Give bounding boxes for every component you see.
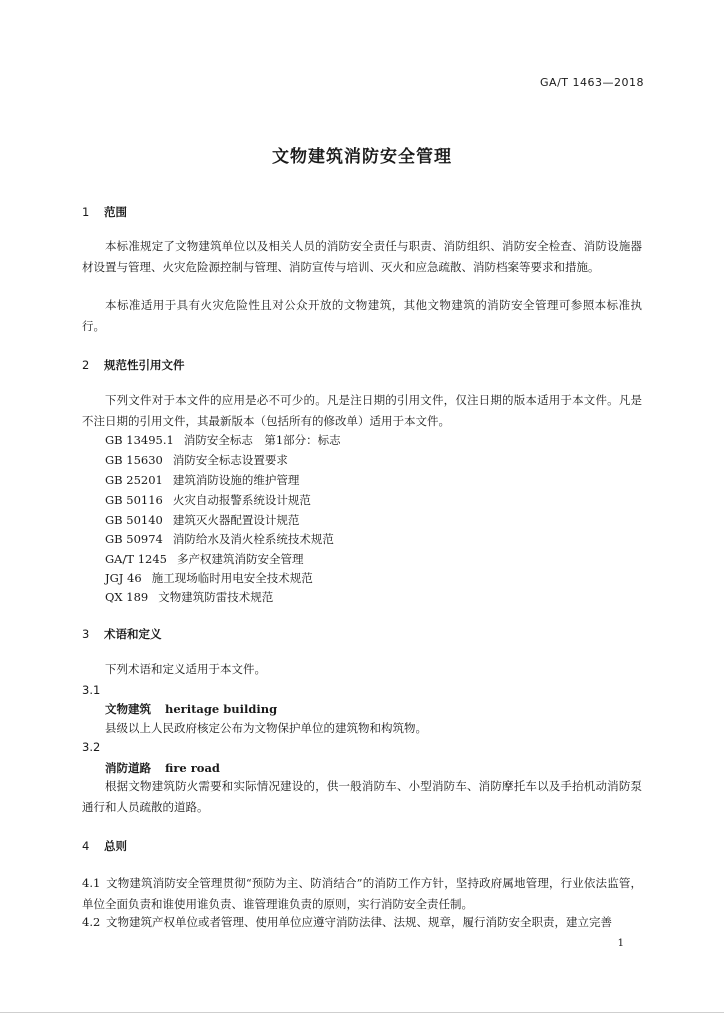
section-heading-3 [82,626,642,642]
section-number: 1 [82,205,90,219]
reference-code: GB 50974 [105,532,163,546]
page-title: 文物建筑消防安全管理 [272,147,452,167]
clause [82,873,642,914]
section-number: 4 [82,839,90,853]
section-title: 范围 [104,205,127,219]
reference-code: GB 25201 [105,473,163,487]
term-definition: 根据文物建筑防火需要和实际情况建设的，供一般消防车、小型消防车、消防摩托车以及手抬机动消防泵通行和人员疏散的道路。 [82,779,642,814]
paragraph: 下列文件对于本文件的应用是必不可少的。凡是注日期的引用文件，仅注日期的版本适用于本文件。凡是不注日期的引用文件，其最新版本（包括所有的修改单）适用于本文件。 [82,393,642,428]
paragraph: 本标准适用于具有火灾危险性且对公众开放的文物建筑，其他文物建筑的消防安全管理可参照本标准执行。 [82,298,642,333]
term-english: heritage building [165,702,278,716]
section-title: 规范性引用文件 [104,358,185,372]
reference-code: GB 50116 [105,493,163,507]
section-heading-4 [82,838,642,854]
reference-item [105,491,311,511]
paragraph: 下列术语和定义适用于本文件。 [105,662,266,676]
term-english: fire road [165,761,220,775]
reference-item [105,530,334,550]
reference-item [105,588,273,608]
term-number: 3.1 [82,683,101,697]
section-title: 总则 [104,839,127,853]
reference-name: 文物建筑防雷技术规范 [158,590,274,604]
reference-name: 消防给水及消火栓系统技术规范 [172,532,334,546]
reference-code: GB 50140 [105,513,163,527]
reference-name: 消防安全标志设置要求 [172,453,288,467]
reference-name: 施工现场临时用电安全技术规范 [151,571,313,585]
clause-text: 文物建筑产权单位或者管理、使用单位应遵守消防法律、法规、规章，履行消防安全职责，建立完善 [106,915,612,929]
clause-number: 4.1 [82,876,101,890]
reference-code: QX 189 [105,590,149,604]
reference-name: 建筑灭火器配置设计规范 [172,513,300,527]
reference-item [105,550,303,570]
reference-name: 多产权建筑消防安全管理 [176,552,304,566]
reference-code: GB 15630 [105,453,163,467]
clause [82,912,642,932]
reference-code: JGJ 46 [105,571,142,585]
standard-code: GA/T 1463—2018 [540,76,644,89]
term-chinese: 消防道路 [105,761,151,775]
page-number: 1 [617,938,624,949]
reference-item [105,569,313,589]
reference-name: 消防安全标志 第1部分：标志 [183,433,341,447]
section-heading-1 [82,204,642,220]
section-number: 2 [82,358,90,372]
section-number: 3 [82,627,90,641]
term-chinese: 文物建筑 [105,702,151,716]
reference-name: 建筑消防设施的维护管理 [172,473,300,487]
section-heading-2 [82,357,642,373]
section-title: 术语和定义 [104,627,162,641]
clause-number: 4.2 [82,915,101,929]
reference-name: 火灾自动报警系统设计规范 [172,493,311,507]
term-entry [105,760,220,776]
reference-code: GB 13495.1 [105,433,174,447]
reference-code: GA/T 1245 [105,552,167,566]
term-entry [105,701,277,717]
term-number: 3.2 [82,740,101,754]
paragraph: 本标准规定了文物建筑单位以及相关人员的消防安全责任与职责、消防组织、消防安全检查、消防设施器材设置与管理、火灾危险源控制与管理、消防宣传与培训、灭火和应急疏散、消防档案等要求和措施。 [82,239,642,274]
reference-item [105,431,341,451]
page-edge-divider [0,1012,724,1013]
clause-text: 文物建筑消防安全管理贯彻“预防为主、防消结合”的消防工作方针，坚持政府属地管理，行业依法监管，单位全面负责和谁使用谁负责、谁管理谁负责的原则，实行消防安全责任制。 [82,876,642,911]
reference-item [105,451,288,471]
reference-item [105,511,299,531]
reference-item [105,471,299,491]
term-definition: 县级以上人民政府核定公布为文物保护单位的建筑物和构筑物。 [105,721,427,735]
